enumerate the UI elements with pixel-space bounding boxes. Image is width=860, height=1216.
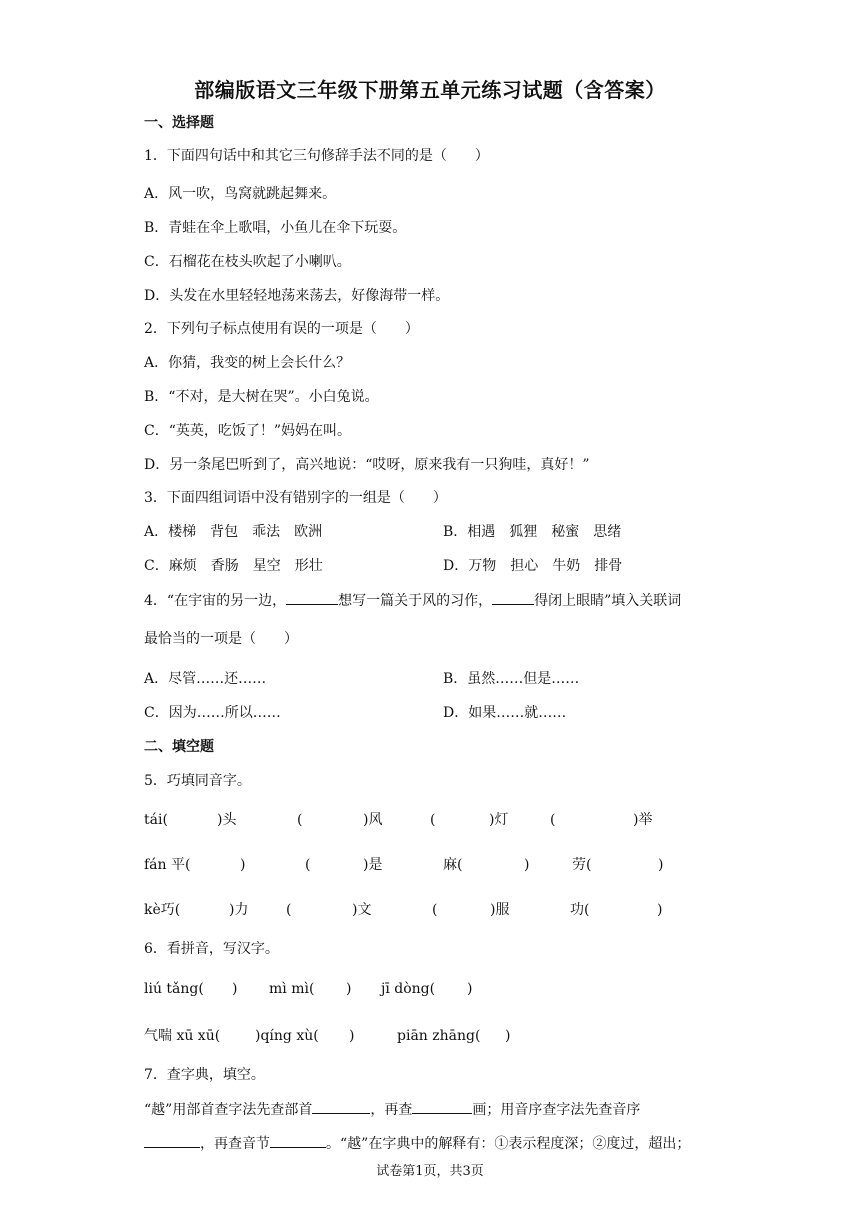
question-4-stem (144, 590, 681, 611)
q5-r1-seg: ( (297, 812, 303, 828)
question-1-option-a: A．风一吹，鸟窝就跳起舞来。 (144, 186, 337, 202)
section-heading-fill: 二、填空题 (144, 739, 214, 755)
answer-blank[interactable] (144, 1133, 200, 1148)
q6-r1-seg: ) (467, 981, 473, 997)
question-7-text: ，再查 (370, 1102, 413, 1118)
question-4-stem-line2: 最恰当的一项是（ ） (144, 631, 298, 647)
q6-r2-seg: )qíng xù( (255, 1028, 319, 1044)
q5-r3-seg: )力 (229, 902, 249, 918)
q6-r2-seg: ) (505, 1028, 511, 1044)
question-1-option-d: D．头发在水里轻轻地荡来荡去，好像海带一样。 (144, 288, 450, 304)
question-3-stem: 3．下面四组词语中没有错别字的一组是（ ） (144, 490, 447, 506)
answer-blank[interactable] (492, 590, 534, 605)
q5-r3-seg: 功( (570, 902, 590, 918)
question-4-part2: 想写一篇关于风的习作， (338, 593, 493, 609)
question-6-stem: 6．看拼音，写汉字。 (144, 941, 279, 957)
q5-r3-seg: ( (286, 902, 292, 918)
q6-r2-seg: piān zhāng( (397, 1028, 481, 1044)
q5-r2-seg: )是 (363, 857, 383, 873)
question-7-text: 。“越”在字典中的解释有：①表示程度深；②度过，超出； (326, 1136, 691, 1152)
q6-r1-seg: jī dòng( (381, 981, 436, 997)
question-1-option-c: C．石榴花在枝头吹起了小喇叭。 (144, 254, 351, 270)
answer-blank[interactable] (286, 590, 338, 605)
question-4-part3: 得闭上眼睛”填入关联词 (534, 593, 682, 609)
q5-r1-seg: )举 (633, 812, 653, 828)
question-7-text: “越”用部首查字法先查部首 (144, 1102, 313, 1118)
question-7-line2 (144, 1133, 690, 1154)
question-4-option-c: C．因为……所以…… (144, 705, 281, 721)
q5-r2-seg: ) (240, 857, 246, 873)
question-2-stem: 2．下列句子标点使用有误的一项是（ ） (144, 321, 419, 337)
question-3-option-b: B．相遇 狐狸 秘蜜 思绪 (443, 524, 622, 540)
question-1-stem: 1．下面四句话中和其它三句修辞手法不同的是（ ） (144, 148, 489, 164)
question-2-option-c: C．“英英，吃饭了！”妈妈在叫。 (144, 423, 352, 439)
q5-r1-seg: tái( (144, 812, 168, 828)
answer-blank[interactable] (270, 1133, 326, 1148)
question-2-option-b: B．“不对，是大树在哭”。小白兔说。 (144, 389, 379, 405)
q5-r1-seg: ( (550, 812, 556, 828)
question-3-option-a: A．楼梯 背包 乖法 欧洲 (144, 524, 323, 540)
page-footer: 试卷第1页，共3页 (376, 1164, 484, 1179)
question-3-option-c: C．麻烦 香肠 星空 形壮 (144, 558, 323, 574)
q6-r1-seg: liú tǎng( (144, 981, 204, 997)
q6-r2-seg: ) (349, 1028, 355, 1044)
question-1-option-b: B．青蛙在伞上歌唱，小鱼儿在伞下玩耍。 (144, 220, 407, 236)
q5-r1-seg: )灯 (489, 812, 509, 828)
section-heading-choice: 一、选择题 (144, 115, 214, 131)
q5-r3-seg: kè巧( (144, 902, 181, 918)
q6-r1-seg: ) (346, 981, 352, 997)
question-4-option-b: B．虽然……但是…… (443, 671, 580, 687)
question-4-part1: 4．“在宇宙的另一边， (144, 593, 287, 609)
q5-r2-seg: ( (305, 857, 311, 873)
q6-r1-seg: mì mì( (269, 981, 315, 997)
q5-r1-seg: )头 (217, 812, 237, 828)
question-2-option-d: D．另一条尾巴听到了，高兴地说：“哎呀，原来我有一只狗哇，真好！” (144, 457, 590, 473)
q5-r2-seg: 麻( (443, 857, 463, 873)
q5-r2-seg: ) (524, 857, 530, 873)
q5-r1-seg: )风 (363, 812, 383, 828)
question-4-option-a: A．尽管……还…… (144, 671, 267, 687)
answer-blank[interactable] (412, 1099, 472, 1114)
q6-r1-seg: ) (232, 981, 238, 997)
q5-r3-seg: )文 (352, 902, 372, 918)
q5-r3-seg: )服 (490, 902, 510, 918)
answer-blank[interactable] (312, 1099, 370, 1114)
q6-r2-seg: 气喘 xū xū( (144, 1028, 221, 1044)
question-5-stem: 5．巧填同音字。 (144, 773, 251, 789)
q5-r2-seg: ) (658, 857, 664, 873)
page-title: 部编版语文三年级下册第五单元练习试题（含答案） (194, 78, 666, 102)
q5-r1-seg: ( (430, 812, 436, 828)
q5-r3-seg: ) (657, 902, 663, 918)
question-7-text: ，再查音节 (200, 1136, 270, 1152)
q5-r2-seg: 劳( (572, 857, 592, 873)
q5-r3-seg: ( (432, 902, 438, 918)
question-4-option-d: D．如果……就…… (443, 705, 567, 721)
question-7-line1 (144, 1099, 640, 1120)
question-7-stem: 7．查字典，填空。 (144, 1067, 265, 1083)
question-3-option-d: D．万物 担心 牛奶 排骨 (443, 558, 623, 574)
q5-r2-seg: fán 平( (144, 857, 191, 873)
question-7-text: 画；用音序查字法先查音序 (472, 1102, 641, 1118)
question-2-option-a: A．你猜，我变的树上会长什么？ (144, 355, 351, 371)
